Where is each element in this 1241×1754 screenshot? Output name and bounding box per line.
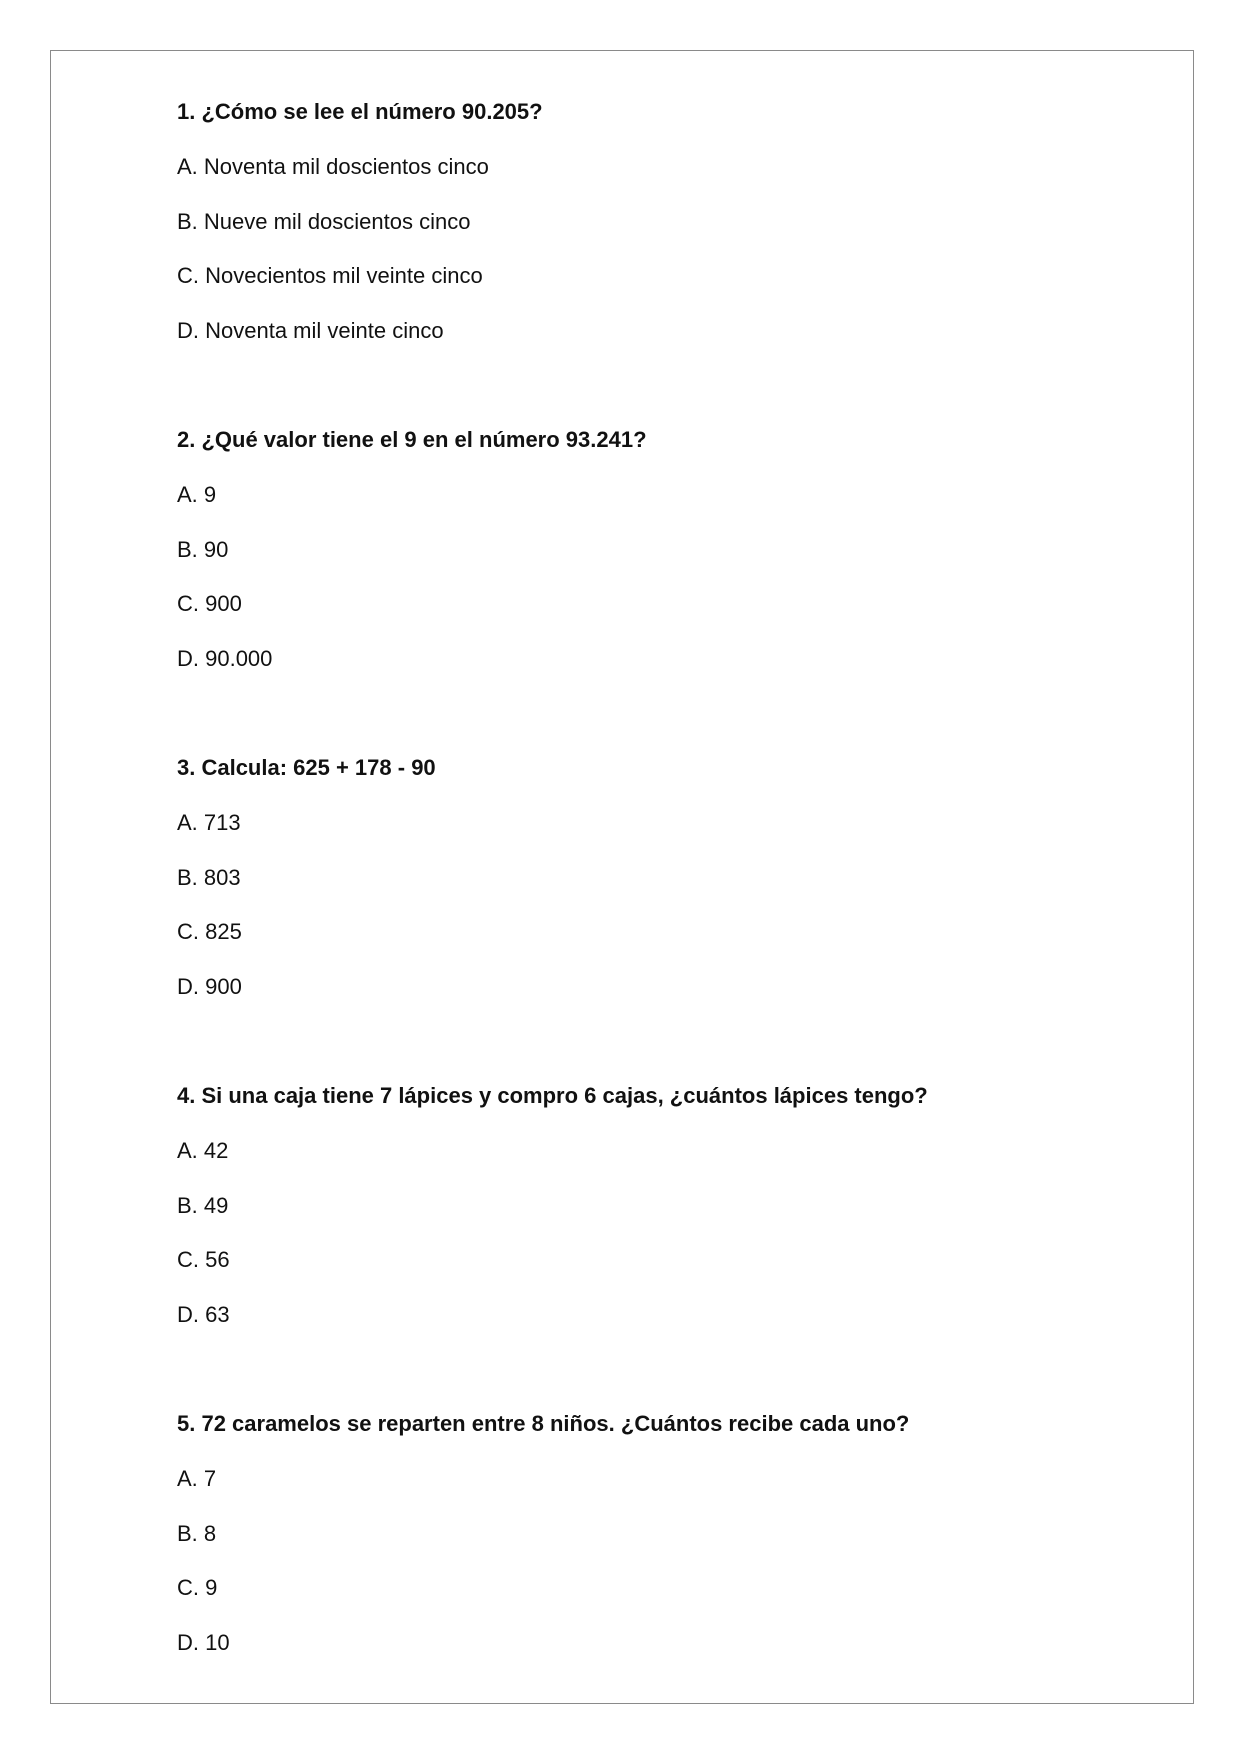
option-c: C. Novecientos mil veinte cinco (177, 263, 483, 288)
question-4 (177, 1082, 1137, 1410)
question-list (177, 98, 1137, 1738)
question-text: 1. ¿Cómo se lee el número 90.205? (177, 99, 543, 124)
option-b: B. 803 (177, 864, 241, 890)
question-text: 5. 72 caramelos se reparten entre 8 niños. ¿Cuántos recibe cada uno? (177, 1411, 910, 1436)
option-b: B. 49 (177, 1192, 229, 1218)
option-a: A. Noventa mil doscientos cinco (177, 154, 489, 179)
option-d: D. 63 (177, 1301, 230, 1327)
question-text: 3. Calcula: 625 + 178 - 90 (177, 755, 436, 780)
question-text: 2. ¿Qué valor tiene el 9 en el número 93.241? (177, 427, 647, 452)
option-a: A. 713 (177, 810, 241, 835)
option-d: D. Noventa mil veinte cinco (177, 317, 444, 343)
option-d: D. 90.000 (177, 645, 273, 671)
option-d: D. 900 (177, 973, 242, 999)
option-d: D. 10 (177, 1629, 230, 1655)
option-a: A. 9 (177, 482, 217, 507)
option-c: C. 56 (177, 1247, 230, 1272)
option-c: C. 900 (177, 591, 242, 616)
question-2 (177, 426, 1137, 754)
question-3 (177, 754, 1137, 1082)
option-b: B. 90 (177, 536, 229, 562)
option-b: B. 8 (177, 1520, 217, 1546)
option-c: C. 9 (177, 1575, 218, 1600)
option-a: A. 7 (177, 1466, 217, 1491)
question-text: 4. Si una caja tiene 7 lápices y compro 6 cajas, ¿cuántos lápices tengo? (177, 1083, 928, 1108)
question-5 (177, 1410, 1137, 1738)
option-a: A. 42 (177, 1138, 229, 1163)
option-c: C. 825 (177, 919, 242, 944)
option-b: B. Nueve mil doscientos cinco (177, 208, 471, 234)
question-1 (177, 98, 1137, 426)
